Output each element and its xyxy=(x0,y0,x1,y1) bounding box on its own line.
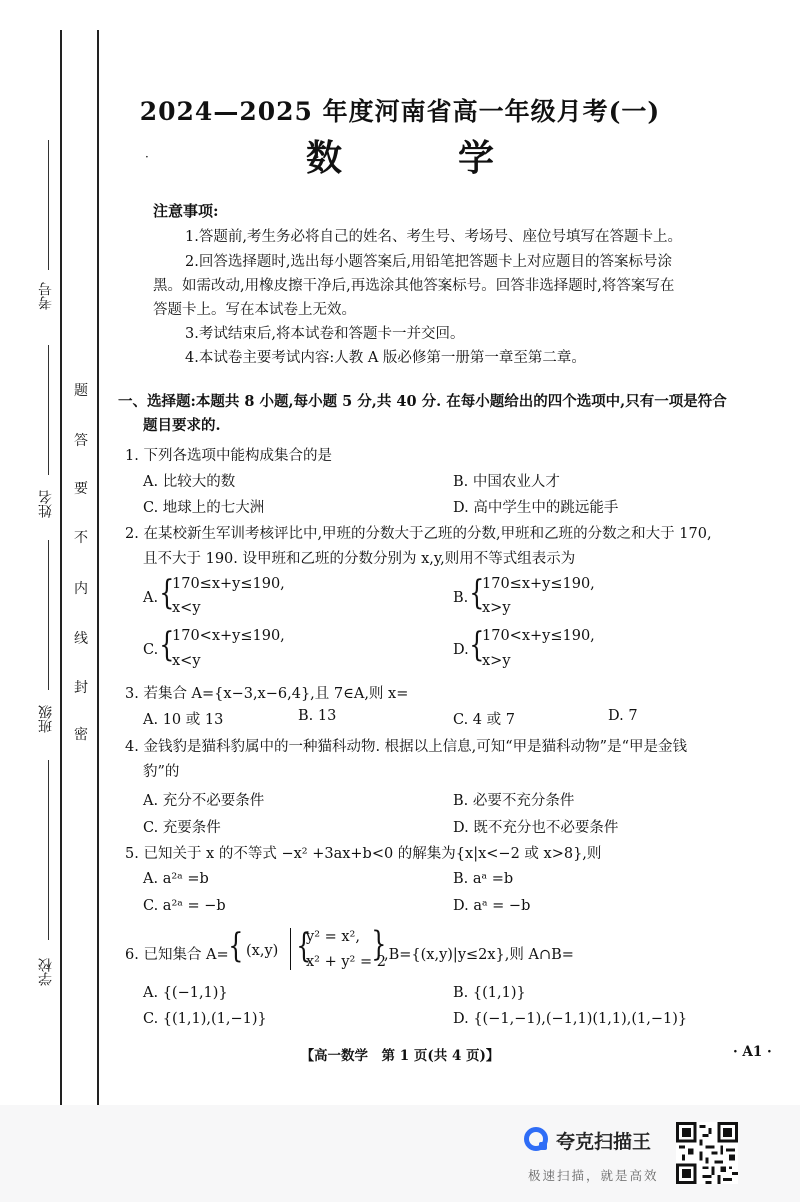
q5-option-c: C. a²ᵃ = −b xyxy=(143,898,226,914)
q5-option-a: A. a²ᵃ =b xyxy=(143,871,209,887)
brace-icon: { xyxy=(371,926,387,966)
q5-option-d: D. aᵃ = −b xyxy=(453,898,531,914)
brace-icon: { xyxy=(159,625,175,665)
page-footer: 【高一数学 第 1 页(共 4 页)】 xyxy=(300,1048,500,1064)
speck: · xyxy=(145,150,149,164)
side-fill-line xyxy=(48,345,49,475)
q3-option-b: B. 13 xyxy=(298,708,337,724)
margin-line-left xyxy=(60,30,62,1110)
question-2-stem: 2. 在某校新生军训考核评比中,甲班的分数大于乙班的分数,甲班和乙班的分数之和大于 170, xyxy=(125,526,712,542)
question-6-stem-a: 6. 已知集合 A= xyxy=(125,947,229,963)
warn-char: 要 xyxy=(74,481,88,497)
question-5-stem: 5. 已知关于 x 的不等式 −x² +3ax+b<0 的解集为{x|x<−2 或 x>8},则 xyxy=(125,846,602,862)
q4-option-c: C. 充要条件 xyxy=(143,820,221,836)
section-heading-cont: 题目要求的. xyxy=(143,417,221,434)
side-fill-line xyxy=(48,760,49,940)
q2-option-c-label: C. xyxy=(143,642,159,658)
q4-option-d: D. 既不充分也不必要条件 xyxy=(453,820,619,836)
question-4-stem: 4. 金钱豹是猫科豹属中的一种猫科动物. 根据以上信息,可知“甲是猫科动物”是“甲是金钱 xyxy=(125,739,688,755)
notice-line: 答题卡上。写在本试卷上无效。 xyxy=(153,302,356,318)
brace-icon: { xyxy=(469,625,485,665)
warn-char: 不 xyxy=(74,530,88,546)
q2-option-a-line1: 170≤x+y≤190, xyxy=(172,576,285,592)
exam-title: 2024—2025 年度河南省高一年级月考(一) xyxy=(139,97,661,126)
warn-char: 线 xyxy=(74,631,88,647)
set-divider xyxy=(290,928,291,970)
warn-char: 答 xyxy=(74,433,88,449)
quark-logo-icon xyxy=(524,1127,548,1151)
q1-option-d: D. 高中学生中的跳远能手 xyxy=(453,500,619,516)
q2-option-c-line1: 170<x+y≤190, xyxy=(172,628,285,644)
section-heading: 一、选择题:本题共 8 小题,每小题 5 分,共 40 分. 在每小题给出的四个选项中,只有一项是符合 xyxy=(118,393,727,410)
q2-option-b-line1: 170≤x+y≤190, xyxy=(482,576,595,592)
q2-option-a-label: A. xyxy=(143,590,159,606)
q1-option-b: B. 中国农业人才 xyxy=(453,474,560,490)
q2-option-d-line2: x>y xyxy=(482,653,511,669)
q2-option-a-line2: x<y xyxy=(172,600,201,616)
brace-icon: { xyxy=(296,926,312,966)
q6-option-b: B. {(1,1)} xyxy=(453,985,526,1001)
q6-system-line1: y² = x², xyxy=(306,929,360,945)
notice-line: 2.回答选择题时,选出每小题答案后,用铅笔把答题卡上对应题目的答案标号涂 xyxy=(185,254,673,270)
q6-option-a: A. {(−1,1)} xyxy=(143,985,228,1001)
question-2-stem-cont: 且不大于 190. 设甲班和乙班的分数分别为 x,y,则用不等式组表示为 xyxy=(143,551,576,567)
warn-char: 封 xyxy=(74,680,88,696)
q4-option-b: B. 必要不充分条件 xyxy=(453,793,575,809)
q2-option-d-label: D. xyxy=(453,642,469,658)
scanner-brand: 夸克扫描王 xyxy=(556,1131,652,1153)
side-label-kaohao: 考号 xyxy=(38,282,54,310)
q3-option-c: C. 4 或 7 xyxy=(453,712,515,728)
q6-option-d: D. {(−1,−1),(−1,1)(1,1),(1,−1)} xyxy=(453,1011,688,1027)
question-3-stem: 3. 若集合 A={x−3,x−6,4},且 7∈A,则 x= xyxy=(125,686,409,702)
q5-option-b: B. aᵃ =b xyxy=(453,871,514,887)
question-4-stem-cont: 豹”的 xyxy=(143,764,180,780)
warn-char: 题 xyxy=(74,383,88,399)
brace-icon: { xyxy=(469,573,485,613)
q4-option-a: A. 充分不必要条件 xyxy=(143,793,265,809)
question-1-stem: 1. 下列各选项中能构成集合的是 xyxy=(125,448,332,464)
notice-line: 黑。如需改动,用橡皮擦干净后,再选涂其他答案标号。回答非选择题时,将答案写在 xyxy=(153,278,675,294)
page-code: · A1 · xyxy=(733,1044,772,1060)
q1-option-c: C. 地球上的七大洲 xyxy=(143,500,265,516)
warn-char: 内 xyxy=(74,581,88,597)
q6-system-line2: x² + y² = 2 xyxy=(306,954,386,970)
side-label-xingming: 姓名 xyxy=(38,490,54,518)
exam-subject: 数 学 xyxy=(305,137,534,179)
question-6-stem-b: (x,y) xyxy=(246,943,279,959)
q6-option-c: C. {(1,1),(1,−1)} xyxy=(143,1011,267,1027)
margin-line-right xyxy=(97,30,99,1110)
notice-heading: 注意事项: xyxy=(153,202,219,220)
notice-line: 3.考试结束后,将本试卷和答题卡一并交回。 xyxy=(185,326,465,342)
question-6-stem-c: ,B={(x,y)|y≤2x},则 A∩B= xyxy=(384,947,574,963)
notice-line: 4.本试卷主要考试内容:人教 A 版必修第一册第一章至第二章。 xyxy=(185,350,586,366)
side-label-banji: 班级 xyxy=(38,705,54,733)
brace-icon: { xyxy=(228,926,244,966)
q3-option-d: D. 7 xyxy=(608,708,638,724)
scanner-slogan: 极速扫描，就是高效 xyxy=(528,1168,659,1183)
warn-char: 密 xyxy=(74,727,88,743)
q2-option-b-line2: x>y xyxy=(482,600,511,616)
brace-icon: { xyxy=(159,573,175,613)
q3-option-a: A. 10 或 13 xyxy=(143,712,224,728)
q2-option-b-label: B. xyxy=(453,590,469,606)
notice-line: 1.答题前,考生务必将自己的姓名、考生号、考场号、座位号填写在答题卡上。 xyxy=(185,229,682,245)
qr-code-icon xyxy=(676,1122,738,1184)
q2-option-c-line2: x<y xyxy=(172,653,201,669)
q2-option-d-line1: 170<x+y≤190, xyxy=(482,628,595,644)
side-fill-line xyxy=(48,540,49,690)
q1-option-a: A. 比较大的数 xyxy=(143,474,236,490)
side-label-xuexiao: 学校 xyxy=(38,958,54,986)
